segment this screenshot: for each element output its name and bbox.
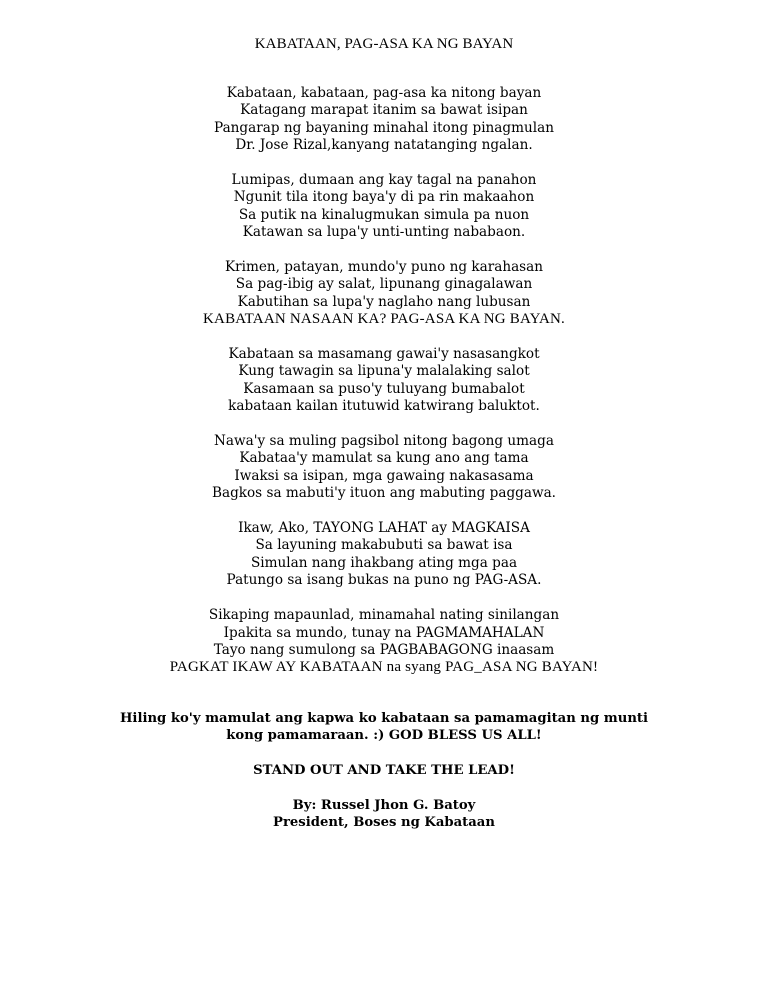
poem-line: Sikaping mapaunlad, minamahal nating sinilangan — [208, 607, 560, 624]
stanza-6 — [0, 520, 768, 590]
closing-wish — [0, 710, 768, 745]
poem-line: Lumipas, dumaan ang kay tagal na panahon — [231, 172, 537, 189]
closing-slogan: STAND OUT AND TAKE THE LEAD! — [253, 763, 515, 779]
stanza-2 — [0, 172, 768, 242]
poem-line: Ipakita sa mundo, tunay na PAGMAMAHALAN — [223, 624, 545, 641]
poem-line: Pangarap ng bayaning minahal itong pinagmulan — [214, 119, 554, 136]
poem-line: Katawan sa lupa'y unti-unting nababaon. — [242, 224, 526, 241]
poem-body — [0, 85, 768, 694]
poem-line: kabataan kailan itutuwid katwirang baluktot. — [228, 398, 540, 415]
poem-title: KABATAAN, PAG-ASA KA NG BAYAN — [254, 36, 514, 52]
poem-line: Iwaksi sa isipan, mga gawaing nakasasama — [234, 467, 534, 484]
author-block — [0, 797, 768, 832]
stanza-3 — [0, 259, 768, 329]
poem-line: Sa layuning makabubuti sa bawat isa — [255, 537, 513, 554]
poem-line: Kabataan sa masamang gawai'y nasasangkot — [228, 346, 540, 363]
poem-line: Ikaw, Ako, TAYONG LAHAT ay MAGKAISA — [238, 520, 530, 537]
author-position: President, Boses ng Kabataan — [273, 815, 495, 831]
poem-line: Tayo nang sumulong sa PAGBABAGONG inaasam — [213, 641, 555, 658]
poem-line: Katagang marapat itanim sa bawat isipan — [240, 102, 528, 119]
poem-line: Kabataan, kabataan, pag-asa ka nitong bayan — [226, 85, 542, 101]
stanza-4 — [0, 346, 768, 416]
stanza-7 — [0, 607, 768, 677]
poem-line: Sa putik na kinalugmukan simula pa nuon — [238, 206, 530, 223]
poem-line: Kung tawagin sa lipuna'y malalaking salot — [238, 363, 530, 380]
poem-line: Sa pag-ibig ay salat, lipunang ginagalawan — [235, 276, 533, 293]
poem-line: Simulan nang ihakbang ating mga paa — [250, 554, 518, 571]
author-byline: By: Russel Jhon G. Batoy — [292, 798, 476, 813]
stanza-1 — [0, 85, 768, 155]
stanza-5 — [0, 433, 768, 503]
poem-line: Patungo sa isang bukas na puno ng PAG-ASA. — [226, 572, 542, 589]
closing-wish-line: kong pamamaraan. :) GOD BLESS US ALL! — [226, 728, 542, 744]
poem-line: Kabataa'y mamulat sa kung ano ang tama — [239, 450, 529, 467]
poem-line-closing: PAGKAT IKAW AY KABATAAN na syang PAG_ASA NG BAYAN! — [169, 659, 599, 676]
poem-line: Nawa'y sa muling pagsibol nitong bagong umaga — [214, 433, 554, 450]
closing-wish-line: Hiling ko'y mamulat ang kapwa ko kabataan sa pamamagitan ng munti — [119, 711, 649, 726]
poem-line-refrain: KABATAAN NASAAN KA? PAG-ASA KA NG BAYAN. — [203, 311, 565, 328]
poem-line: Bagkos sa mabuti'y ituon ang mabuting paggawa. — [211, 485, 557, 502]
closing-slogan-block — [0, 762, 768, 779]
poem-line: Kasamaan sa puso'y tuluyang bumabalot — [243, 380, 525, 397]
poem-line: Kabutihan sa lupa'y naglaho nang lubusan — [237, 293, 531, 310]
closing-section — [0, 710, 768, 849]
poem-line: Krimen, patayan, mundo'y puno ng karahasan — [224, 259, 544, 276]
poem-line: Dr. Jose Rizal,kanyang natatanging ngalan. — [235, 137, 533, 154]
poem-line: Ngunit tila itong baya'y di pa rin makaahon — [233, 189, 535, 206]
